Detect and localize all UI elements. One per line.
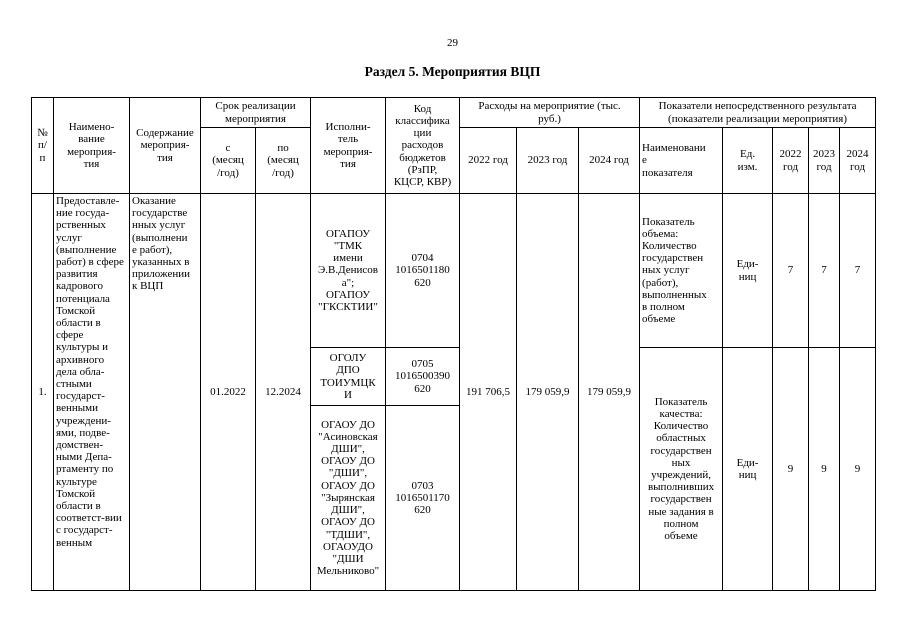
section-title: Раздел 5. Мероприятия ВЦП — [364, 64, 541, 79]
row-budget-code-3: 0703 1016501170 620 — [386, 406, 460, 591]
row-indicator-2-name: Показатель качества: Количество областных государствен ных учреждений, выполнивших государствен ные задания в полном объеме — [640, 348, 723, 591]
row-indicator-2-unit: Еди- ниц — [723, 348, 773, 591]
header-period: Срок реализации мероприятия — [201, 98, 311, 128]
row-expense-2022: 191 706,5 — [460, 194, 517, 591]
header-ind-2022: 2022 год — [773, 128, 809, 194]
header-unit: Ед. изм. — [723, 128, 773, 194]
header-period-to: по (месяц /год) — [256, 128, 311, 194]
row-executor-3: ОГАОУ ДО "Асиновская ДШИ", ОГАОУ ДО "ДШИ", ОГАОУ ДО "Зырянская ДШИ", ОГАОУ ДО "ТДШИ", ОГАОУДО "ДШИ Мельниково" — [311, 406, 386, 591]
row-indicator-1-2024: 7 — [840, 194, 876, 348]
row-budget-code-2: 0705 1016500390 620 — [386, 348, 460, 406]
header-year-2024: 2024 год — [579, 128, 640, 194]
row-indicator-1-2022: 7 — [773, 194, 809, 348]
header-name: Наимено- вание мероприя- тия — [54, 98, 130, 194]
header-expenses: Расходы на мероприятие (тыс. руб.) — [460, 98, 640, 128]
header-budget-code: Код классифика ции расходов бюджетов (РзПР, КЦСР, КВР) — [386, 98, 460, 194]
header-indicator-name: Наименовани е показателя — [640, 128, 723, 194]
row-period-to: 12.2024 — [256, 194, 311, 591]
row-executor-2: ОГОЛУ ДПО ТОИУМЦК И — [311, 348, 386, 406]
header-executor: Исполни- тель мероприя- тия — [311, 98, 386, 194]
row-indicator-1-name: Показатель объема: Количество государствен ных услуг (работ), выполненных в полном объеме — [640, 194, 723, 348]
row-indicator-1-2023: 7 — [809, 194, 840, 348]
header-year-2023: 2023 год — [517, 128, 579, 194]
header-indicators: Показатели непосредственного результата (показатели реализации мероприятия) — [640, 98, 876, 128]
row-indicator-2-2024: 9 — [840, 348, 876, 591]
row-period-from: 01.2022 — [201, 194, 256, 591]
row-budget-code-1: 0704 1016501180 620 — [386, 194, 460, 348]
header-num: № п/ п — [32, 98, 54, 194]
header-row-1 — [32, 98, 876, 128]
row-indicator-1-unit: Еди- ниц — [723, 194, 773, 348]
row-activity-name: Предоставле- ние госуда- рственных услуг (выполнение работ) в сфере развития кадрового потенциала Томской области в сфере культуры и архивного дела обла- стными государст- венными учреждени- ями, подве- домствен- ными Депа- ртаменту по культуре Томской области в соответст-вии с государст- венным — [54, 194, 130, 591]
header-year-2022: 2022 год — [460, 128, 517, 194]
page-number: 29 — [447, 37, 458, 49]
row-expense-2023: 179 059,9 — [517, 194, 579, 591]
header-period-from: с (месяц /год) — [201, 128, 256, 194]
header-ind-2024: 2024 год — [840, 128, 876, 194]
row-indicator-2-2023: 9 — [809, 348, 840, 591]
row-indicator-2-2022: 9 — [773, 348, 809, 591]
table-row — [32, 194, 876, 348]
row-executor-1: ОГАПОУ "ТМК имени Э.В.Денисов а"; ОГАПОУ "ГКСКТИИ" — [311, 194, 386, 348]
row-activity-content: Оказание государстве нных услуг (выполнени е работ), указанных в приложении к ВЦП — [130, 194, 201, 591]
row-num: 1. — [32, 194, 54, 591]
header-ind-2023: 2023 год — [809, 128, 840, 194]
header-content: Содержание мероприя- тия — [130, 98, 201, 194]
row-expense-2024: 179 059,9 — [579, 194, 640, 591]
vcp-activities-table — [31, 97, 876, 591]
